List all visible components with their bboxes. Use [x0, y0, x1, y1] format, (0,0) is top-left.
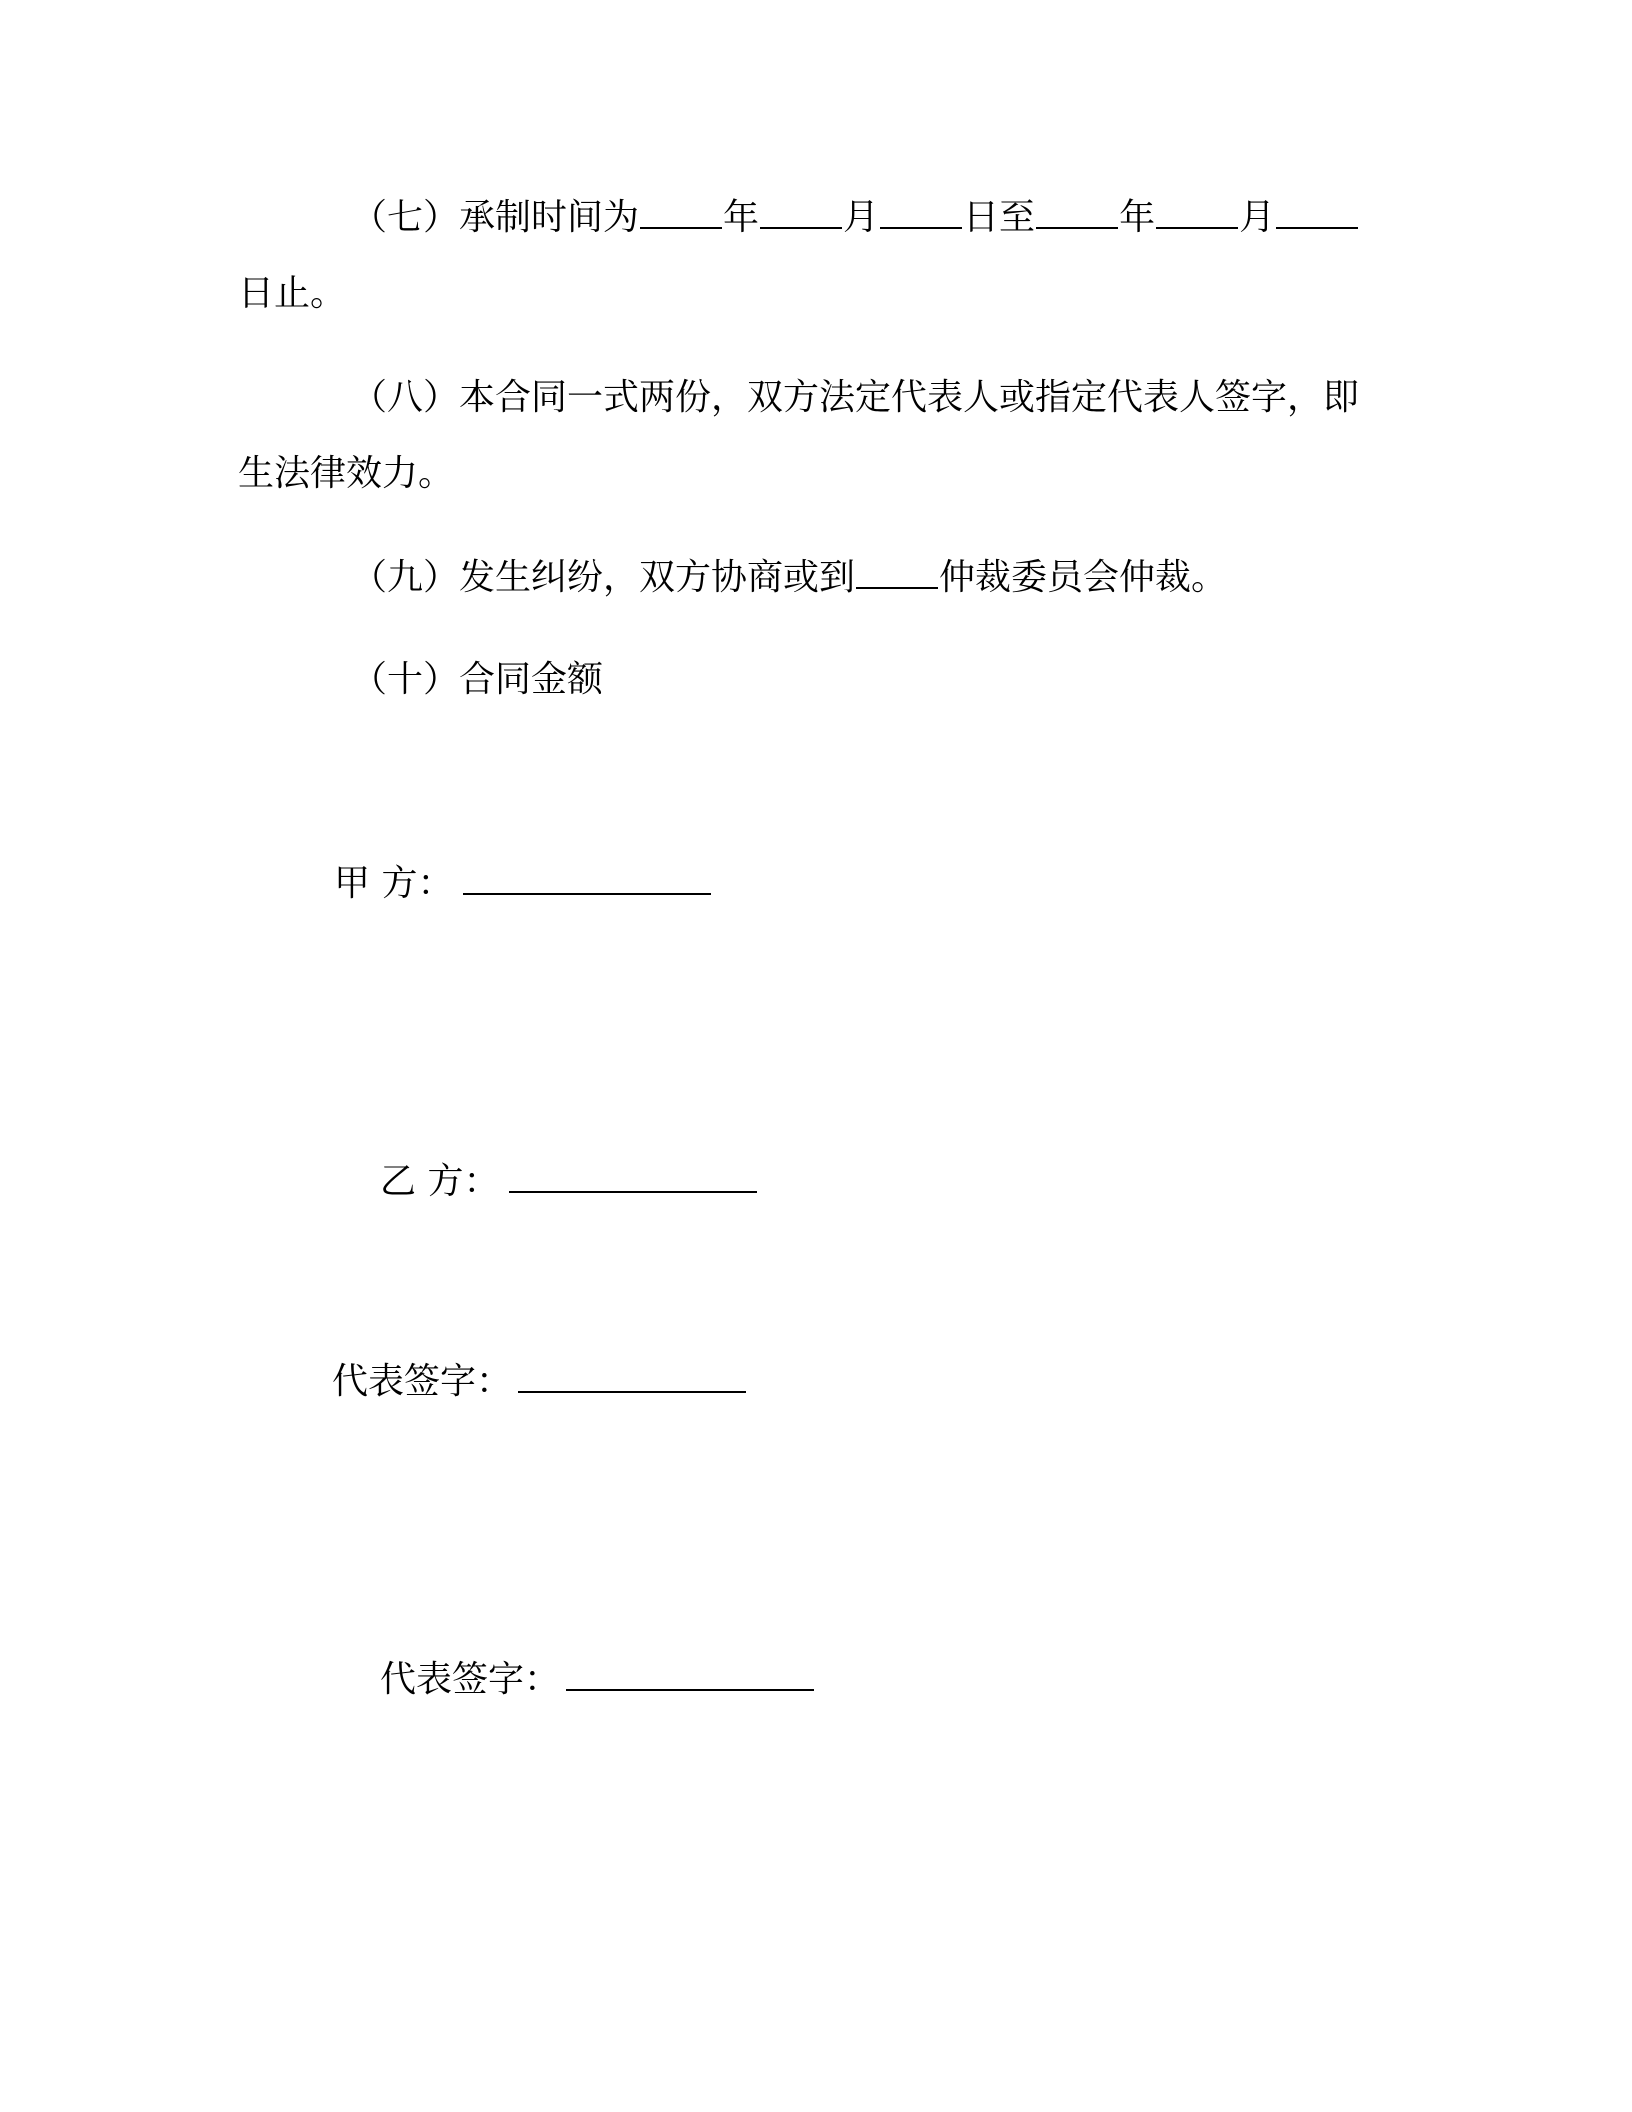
blank-end-year[interactable]: [1036, 197, 1118, 229]
clause-7-line-1: [351, 196, 1359, 240]
clause-9-prefix: （九）发生纠纷，双方协商或到: [351, 557, 856, 598]
clause-8-line-1: （八）本合同一式两份，双方法定代表人或指定代表人签字，即: [351, 377, 1360, 418]
clause-9-suffix: 仲裁委员会仲裁。: [939, 557, 1228, 598]
blank-start-day[interactable]: [880, 197, 962, 229]
rep-a-label: 代表签字：: [332, 1361, 513, 1402]
clause-7-month-1: 月: [843, 197, 880, 238]
party-b-blank[interactable]: [509, 1161, 757, 1193]
blank-end-day[interactable]: [1276, 197, 1358, 229]
party-a-row: [334, 862, 712, 906]
clause-10-line: （十）合同金额: [351, 659, 604, 700]
clause-7-prefix: （七）承制时间为: [351, 197, 640, 238]
party-a-label: 甲 方：: [334, 863, 454, 904]
clause-7-year-1: 年: [723, 197, 760, 238]
clause-9-line: [351, 556, 1227, 600]
clause-7-year-2: 年: [1119, 197, 1156, 238]
rep-a-signature-blank[interactable]: [518, 1361, 746, 1393]
clause-7-day-to: 日至: [963, 197, 1036, 238]
clause-7-end: 日止。: [238, 273, 347, 314]
rep-b-row: [380, 1658, 815, 1702]
blank-arbitration-commission[interactable]: [856, 557, 938, 589]
party-b-row: [380, 1160, 758, 1204]
clause-8-line-2: 生法律效力。: [238, 453, 455, 494]
clause-7-month-2: 月: [1239, 197, 1276, 238]
blank-start-year[interactable]: [640, 197, 722, 229]
clause-7-line-2: [238, 272, 346, 316]
party-b-label: 乙 方：: [380, 1161, 500, 1202]
blank-start-month[interactable]: [760, 197, 842, 229]
rep-a-row: [332, 1360, 747, 1404]
rep-b-signature-blank[interactable]: [566, 1659, 814, 1691]
party-a-blank[interactable]: [463, 863, 711, 895]
rep-b-label: 代表签字：: [380, 1659, 561, 1700]
blank-end-month[interactable]: [1156, 197, 1238, 229]
